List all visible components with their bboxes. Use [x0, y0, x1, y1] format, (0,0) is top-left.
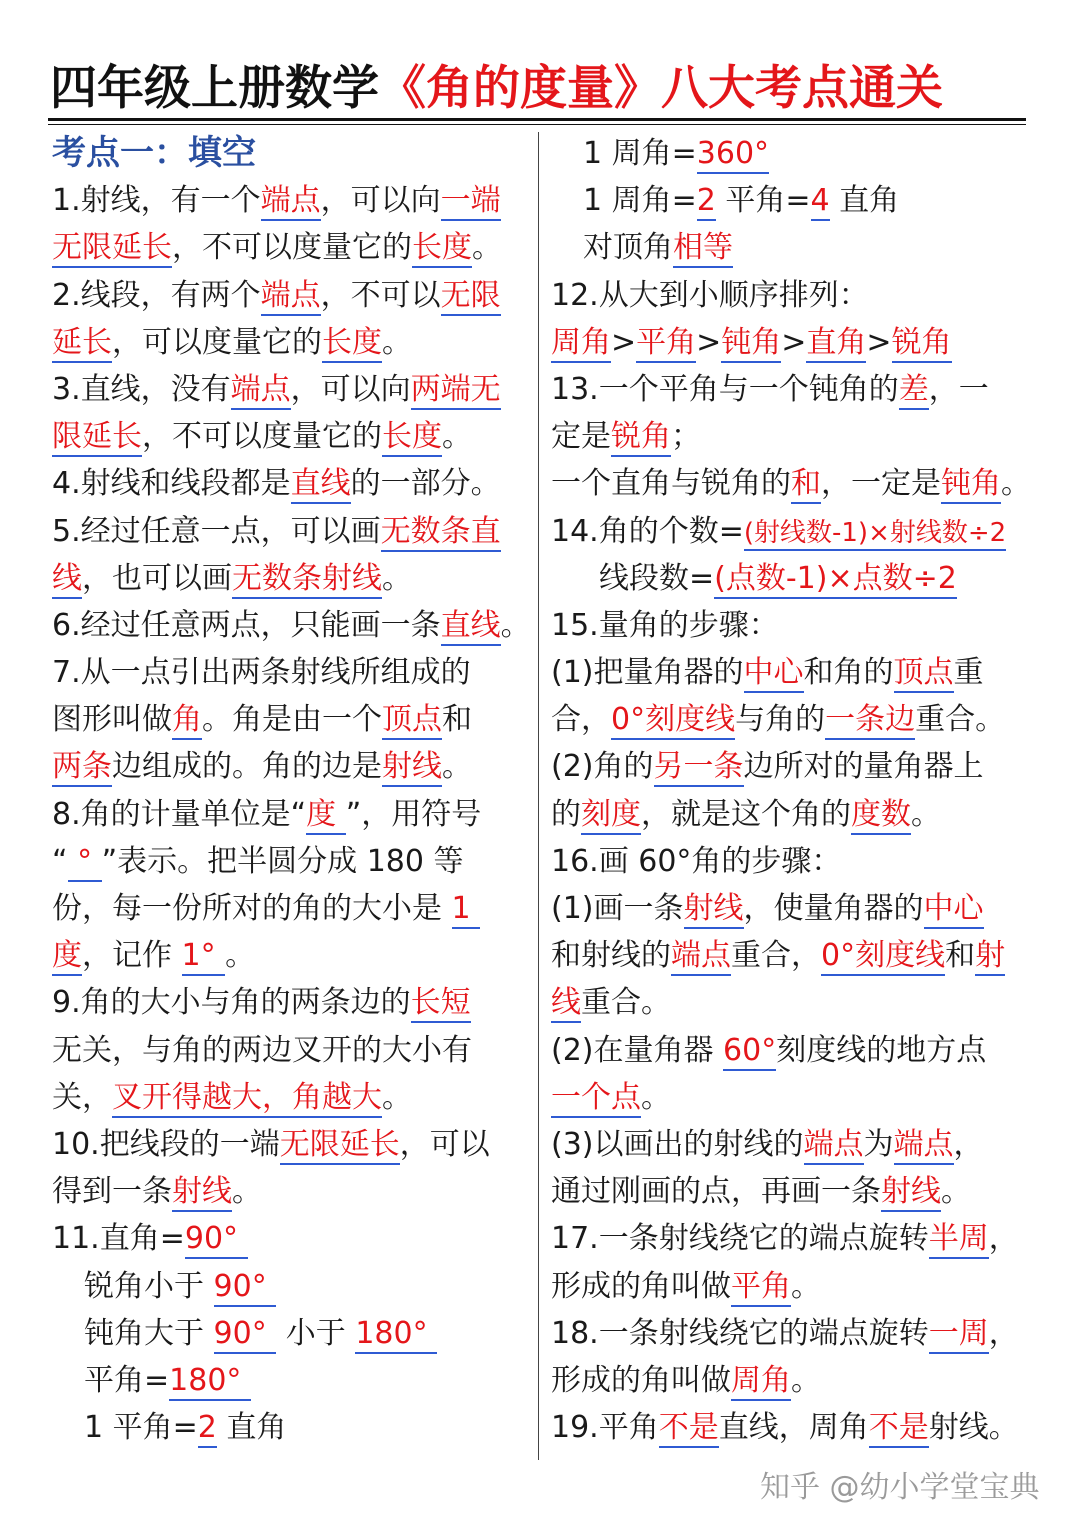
line-text: ，一	[928, 371, 989, 407]
line-text: 16.画 60°角的步骤：	[551, 843, 842, 879]
line-text: 。	[382, 1079, 412, 1115]
answer-text: 中心	[744, 655, 804, 693]
line-text: 3.直线，没有	[52, 371, 231, 407]
text-line	[52, 1121, 536, 1168]
answer-text: 刻度	[581, 797, 641, 835]
text-line	[52, 1215, 536, 1262]
text-line	[52, 460, 536, 507]
answer-text: 线	[52, 561, 82, 599]
line-text: 对顶角	[583, 230, 673, 266]
line-text: 为	[863, 1126, 894, 1162]
line-text: 。	[1001, 466, 1031, 502]
line-text: 通过刚画的点，再画一条	[551, 1174, 881, 1210]
line-text: 射线。	[928, 1410, 1019, 1446]
answer-text: 长度	[412, 230, 472, 268]
line-text: 。	[382, 560, 412, 596]
answer-text: 线	[551, 985, 581, 1023]
line-text: 和角的	[803, 655, 894, 691]
text-line	[52, 413, 536, 460]
answer-text: 不是	[659, 1410, 719, 1448]
answer-text: 端点	[894, 1127, 954, 1165]
answer-text: 两端无	[411, 372, 501, 410]
line-text: 。	[500, 607, 531, 643]
line-text: 合，	[551, 702, 611, 738]
line-text: 定是	[551, 419, 611, 455]
line-text: 和	[945, 938, 976, 974]
text-line	[52, 224, 536, 271]
line-text: 。	[791, 1268, 821, 1304]
text-line	[52, 791, 536, 838]
answer-text: 周角	[551, 325, 611, 363]
answer-text: 180°	[355, 1316, 437, 1354]
answer-text: 1	[452, 891, 481, 929]
line-text: 平角=	[84, 1362, 170, 1398]
line-text: 10.把线段的一端	[52, 1126, 280, 1162]
line-text: ，可以	[399, 1126, 490, 1162]
line-text: ，不可以度量它的	[172, 230, 412, 266]
text-line	[551, 1357, 1041, 1404]
line-text: 无关，与角的两边叉开的大小有	[52, 1032, 472, 1068]
text-line	[551, 602, 1041, 649]
right-column	[551, 130, 1041, 1451]
text-line	[551, 1263, 1041, 1310]
line-text: 和	[442, 702, 472, 738]
answer-text: 射线	[881, 1174, 941, 1212]
line-text: 直线，周角	[718, 1410, 869, 1446]
line-text: 的	[551, 796, 581, 832]
line-text: ，就是这个角的	[641, 796, 851, 832]
answer-text: 相等	[673, 230, 733, 268]
answer-text: °	[68, 844, 102, 882]
text-line	[52, 838, 536, 885]
line-text: (1)画一条	[551, 891, 684, 926]
answer-text: 度数	[851, 797, 911, 835]
line-text: 15.量角的步骤：	[551, 607, 779, 643]
answer-text: 射	[975, 938, 1005, 976]
line-text: 。	[791, 1362, 821, 1398]
answer-text: 射线	[172, 1174, 232, 1212]
answer-text: 0°刻度线	[821, 938, 945, 976]
line-text: >	[696, 324, 722, 360]
text-line	[52, 319, 536, 366]
text-line	[52, 885, 536, 932]
line-text: 重合。	[915, 702, 1006, 738]
answer-text: 和	[791, 466, 821, 504]
answer-text: 无限	[441, 278, 501, 316]
line-text: 5.经过任意一点，可以画	[52, 513, 381, 549]
answer-text: 90°	[214, 1269, 277, 1307]
text-line	[52, 1404, 536, 1451]
answer-text: 无数条射线	[232, 561, 382, 599]
answer-text: 锐角	[611, 419, 671, 457]
text-line	[52, 555, 536, 602]
text-line	[52, 272, 536, 319]
line-text: 4.射线和线段都是	[52, 466, 291, 502]
text-line	[551, 366, 1041, 413]
text-line	[52, 602, 536, 649]
answer-text: 平角	[636, 325, 696, 363]
answer-text: 长度	[322, 325, 382, 363]
answer-text: 无限延长	[280, 1127, 400, 1165]
title-rule-thin	[48, 124, 1026, 125]
text-line	[52, 177, 536, 224]
line-text: 线段数=	[599, 560, 715, 596]
answer-text: 360°	[697, 136, 769, 174]
line-text: 9.角的大小与角的两条边的	[52, 985, 411, 1021]
text-line	[551, 932, 1041, 979]
answer-text: 差	[899, 372, 929, 410]
line-text: (2)在量角器	[551, 1032, 724, 1068]
text-line	[551, 1121, 1041, 1168]
watermark: 知乎 @幼小学堂宝典	[760, 1470, 1040, 1505]
line-text: 19.平角	[551, 1410, 659, 1446]
answer-text: 度	[306, 797, 346, 835]
line-text: >	[611, 324, 637, 360]
text-line	[52, 366, 536, 413]
answer-text: 一个点	[551, 1080, 641, 1118]
line-text: 直角	[829, 183, 900, 219]
line-text: 1 周角=	[583, 183, 697, 219]
answer-text: 端点	[804, 1127, 864, 1165]
line-text: 与角的	[735, 702, 826, 738]
line-text: 8.角的计量单位是“	[52, 796, 307, 832]
line-text: 的一部分。	[350, 466, 501, 502]
answer-text: 锐角	[892, 325, 952, 363]
line-text: ，可以度量它的	[112, 324, 322, 360]
text-line	[551, 508, 1041, 555]
line-text: (1)把量角器的	[551, 655, 744, 691]
line-text: 得到一条	[52, 1174, 172, 1210]
line-text: 14.角的个数=	[551, 513, 744, 549]
answer-text: 90°	[185, 1221, 248, 1259]
answer-text: 无数条直	[381, 514, 501, 552]
answer-text: 限延长	[52, 419, 142, 457]
text-line	[551, 838, 1041, 885]
line-text: ，不可以	[320, 277, 441, 313]
line-text: 份，每一份所对的角的大小是	[52, 891, 452, 926]
answer-text: 一周	[929, 1316, 989, 1354]
answer-text: 顶点	[382, 702, 442, 740]
answer-text: 钝角	[941, 466, 1001, 504]
line-text: 锐角小于	[84, 1268, 214, 1304]
answer-text: 直线	[291, 466, 351, 504]
text-line	[52, 696, 536, 743]
answer-text: 两条	[52, 749, 112, 787]
text-line	[551, 696, 1041, 743]
answer-text: 平角	[731, 1269, 791, 1307]
text-line	[52, 932, 536, 979]
answer-text: 射线	[382, 749, 442, 787]
answer-text: 180°	[169, 1363, 251, 1401]
line-text: 11.直角=	[52, 1221, 185, 1257]
line-text: 12.从大到小顺序排列：	[551, 277, 869, 313]
text-line	[52, 1027, 536, 1074]
text-line	[551, 1310, 1041, 1357]
line-text: 。	[472, 230, 502, 266]
line-text: 刻度线的地方点	[776, 1032, 987, 1068]
title-prefix: 四年级上册数学	[50, 61, 379, 116]
left-column	[52, 130, 536, 1451]
line-text: ，	[988, 1315, 1019, 1351]
text-line	[551, 319, 1041, 366]
answer-text: 直线	[441, 608, 501, 646]
text-line	[551, 130, 1041, 177]
answer-text: 端点	[261, 278, 321, 316]
text-line	[52, 1168, 536, 1215]
answer-text: 钝角	[721, 325, 781, 363]
answer-text: 端点	[671, 938, 731, 976]
answer-text: 顶点	[894, 655, 954, 693]
line-text: 1 周角=	[583, 136, 697, 171]
line-text: ，不可以度量它的	[142, 419, 382, 455]
answer-text: 叉开得越大，角越大	[112, 1080, 382, 1118]
answer-text: 角	[172, 702, 202, 740]
title-highlight: 《角的度量》八大考点通关	[379, 61, 943, 116]
line-text: 平角=	[715, 183, 811, 219]
answer-text: 直角	[806, 325, 866, 363]
answer-text: (射线数-1)×射线数÷2	[744, 518, 1006, 551]
answer-text: 一端	[441, 183, 501, 221]
answer-text: 60°	[723, 1033, 776, 1071]
line-text: ，记作	[82, 938, 182, 974]
text-line	[551, 743, 1041, 790]
text-line	[551, 649, 1041, 696]
line-text: 。	[382, 324, 412, 360]
line-text: ，一定是	[821, 466, 941, 502]
line-text: 17.一条射线绕它的端点旋转	[551, 1221, 929, 1257]
answer-text: 端点	[231, 372, 291, 410]
line-text: “	[52, 843, 68, 879]
line-text: ；	[671, 419, 701, 455]
answer-text: 长度	[382, 419, 442, 457]
line-text: 。	[911, 796, 941, 832]
line-text: 7.从一点引出两条射线所组成的	[52, 655, 471, 691]
text-line	[52, 1310, 536, 1357]
line-text: 。	[941, 1174, 971, 1210]
text-line	[551, 1027, 1041, 1074]
line-text: ，使量角器的	[743, 891, 924, 926]
text-line	[551, 413, 1041, 460]
answer-text: 长短	[411, 985, 471, 1023]
text-line	[52, 1074, 536, 1121]
line-text: (3)以画出的射线的	[551, 1126, 804, 1162]
text-line	[52, 508, 536, 555]
line-text: 形成的角叫做	[551, 1268, 731, 1304]
answer-text: (点数-1)×点数÷2	[714, 561, 957, 599]
line-text: 13.一个平角与一个钝角的	[551, 371, 899, 407]
section-heading	[52, 130, 536, 177]
line-text: 18.一条射线绕它的端点旋转	[551, 1315, 929, 1351]
line-text: 考点一：填空	[52, 133, 256, 173]
line-text: ，	[953, 1126, 984, 1162]
text-line	[551, 791, 1041, 838]
line-text: 钝角大于	[84, 1315, 214, 1351]
line-text: 2.线段，有两个	[52, 277, 261, 313]
line-text: 直角	[216, 1410, 287, 1446]
text-line	[551, 1074, 1041, 1121]
line-text: (2)角的	[551, 749, 654, 785]
line-text: ”，用符号	[345, 796, 482, 832]
answer-text: 端点	[261, 183, 321, 221]
line-text: 。	[442, 419, 472, 455]
line-text: 重	[953, 655, 984, 691]
line-text: >	[866, 324, 892, 360]
line-text: ，	[988, 1221, 1019, 1257]
answer-text: 2	[697, 183, 716, 221]
line-text: 小于	[276, 1315, 356, 1351]
line-text: ，可以向	[320, 183, 441, 219]
answer-text: 90°	[214, 1316, 277, 1354]
text-line	[551, 979, 1041, 1026]
line-text: 边组成的。角的边是	[112, 749, 382, 785]
text-line	[52, 649, 536, 696]
text-line	[551, 272, 1041, 319]
line-text: 。	[232, 1174, 262, 1210]
text-line	[551, 224, 1041, 271]
text-line	[52, 743, 536, 790]
answer-text: 一条边	[825, 702, 915, 740]
text-line	[551, 177, 1041, 224]
line-text: 和射线的	[551, 938, 671, 974]
answer-text: 中心	[924, 891, 984, 929]
answer-text: 周角	[731, 1363, 791, 1401]
line-text: ，可以向	[290, 371, 411, 407]
line-text: 6.经过任意两点，只能画一条	[52, 607, 441, 643]
line-text: ”表示。把半圆分成 180 等	[101, 843, 464, 879]
line-text: 重合，	[731, 938, 821, 974]
line-text: 关，	[52, 1079, 112, 1115]
line-text: 1 平角=	[84, 1410, 198, 1446]
answer-text: 延长	[52, 325, 112, 363]
answer-text: 0°刻度线	[611, 702, 735, 740]
line-text: 。角是由一个	[202, 702, 382, 738]
line-text: 一个直角与锐角的	[551, 466, 791, 502]
answer-text: 1°	[182, 938, 226, 976]
line-text: 。	[442, 749, 472, 785]
answer-text: 2	[198, 1410, 217, 1448]
line-text: 1.射线，有一个	[52, 183, 261, 219]
page-title	[50, 58, 1040, 120]
text-line	[551, 885, 1041, 932]
answer-text: 不是	[869, 1410, 929, 1448]
line-text: 形成的角叫做	[551, 1362, 731, 1398]
line-text: 。	[225, 938, 256, 974]
line-text: 边所对的量角器上	[743, 749, 984, 785]
text-line	[52, 979, 536, 1026]
text-line	[52, 1357, 536, 1404]
text-line	[551, 1168, 1041, 1215]
answer-text: 另一条	[654, 749, 744, 787]
text-line	[52, 1263, 536, 1310]
title-rule-thick	[48, 118, 1026, 121]
column-divider	[538, 132, 539, 1460]
answer-text: 半周	[929, 1221, 989, 1259]
line-text: 重合。	[581, 985, 671, 1021]
text-line	[551, 1215, 1041, 1262]
line-text: 。	[641, 1079, 671, 1115]
answer-text: 4	[811, 183, 830, 221]
line-text: >	[781, 324, 807, 360]
line-text: ，也可以画	[82, 560, 232, 596]
answer-text: 射线	[684, 891, 744, 929]
line-text: 图形叫做	[52, 702, 172, 738]
text-line	[551, 555, 1041, 602]
text-line	[551, 1404, 1041, 1451]
text-line	[551, 460, 1041, 507]
answer-text: 无限延长	[52, 230, 172, 268]
answer-text: 度	[52, 938, 82, 976]
